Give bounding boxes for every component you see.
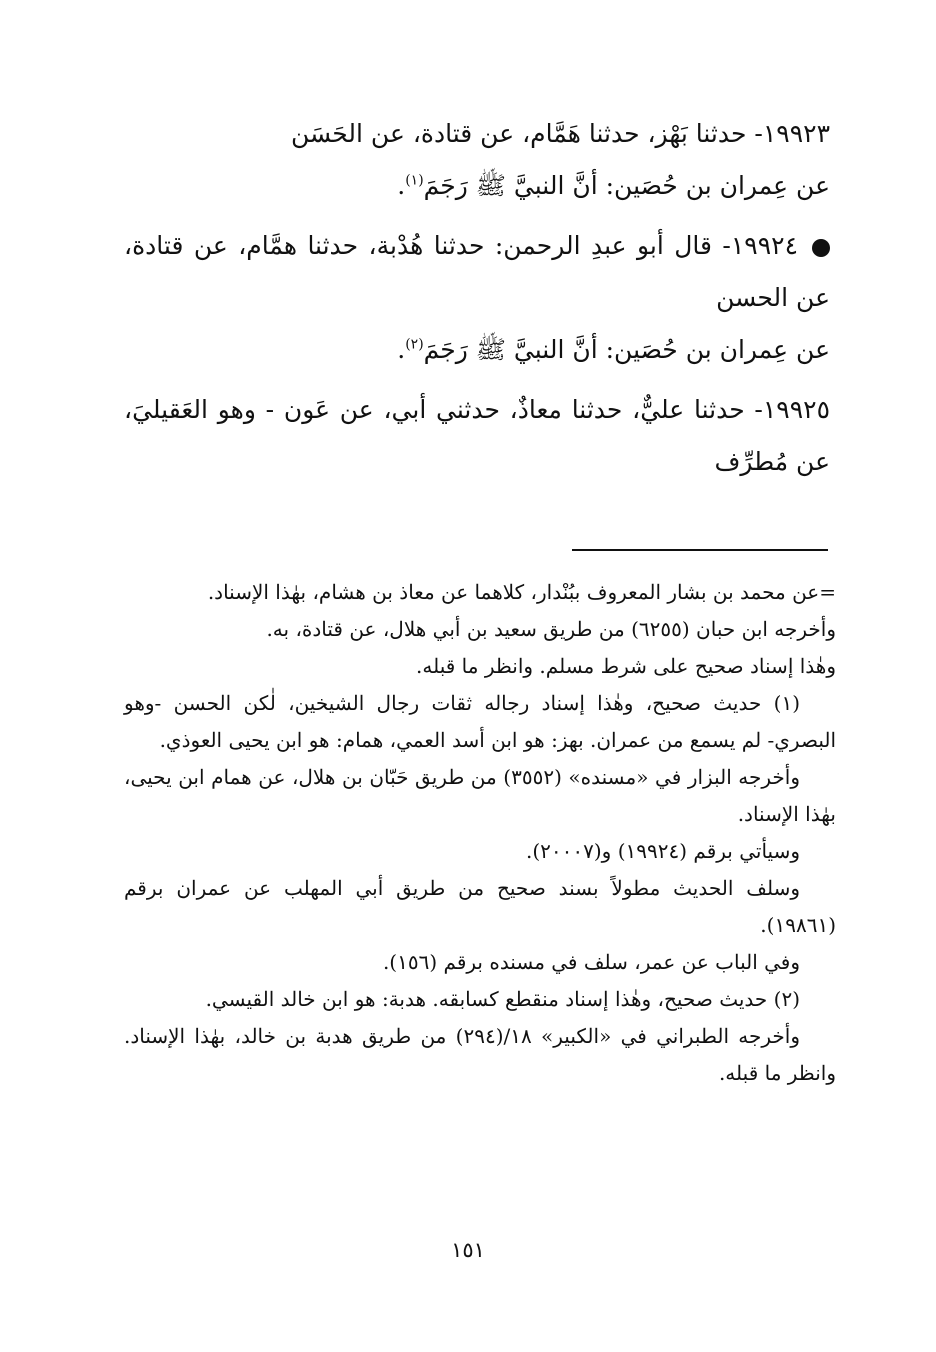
hadith-text bbox=[124, 108, 830, 488]
hadith-19923-chain: ١٩٩٢٣- حدثنا بَهْز، حدثنا هَمَّام، عن قتادة، عن الحَسَن bbox=[290, 119, 830, 148]
footnote-separator bbox=[572, 549, 828, 551]
footnote-2: (٢) حديث صحيح، وهٰذا إسناد منقطع كسابقه. هدبة: هو ابن خالد القيسي. bbox=[205, 987, 800, 1011]
hadith-19924-chain bbox=[124, 220, 830, 324]
footnote-continuation: =عن محمد بن بشار المعروف ببُنْدار، كلاهما عن معاذ بن هشام، بهٰذا الإسناد. bbox=[207, 580, 836, 604]
footnote-paragraph: وأخرجه الطبراني في «الكبير» ١٨/(٢٩٤) من طريق هدبة بن خالد، بهٰذا الإسناد. وانظر ما قبله. bbox=[124, 1024, 836, 1085]
hadith-19923-matn-text: عن عِمران بن حُصَين: أنَّ النبيَّ ﷺ رَجَمَ bbox=[423, 171, 830, 200]
footnote-ref-1[interactable]: (١) bbox=[405, 172, 424, 189]
footnote-paragraph: وفي الباب عن عمر، سلف في مسنده برقم (١٥٦). bbox=[382, 950, 800, 974]
footnote-ref-2[interactable]: (٢) bbox=[405, 336, 424, 353]
footnote-paragraph: وأخرجه ابن حبان (٦٢٥٥) من طريق سعيد بن أبي هلال، عن قتادة، به. bbox=[266, 617, 836, 641]
hadith-19923-matn bbox=[124, 160, 830, 212]
footnotes bbox=[124, 574, 836, 1092]
hadith-19924-chain-text: ١٩٩٢٤- قال أبو عبدِ الرحمن: حدثنا هُدْبة، حدثنا همَّام، عن قتادة، عن الحسن bbox=[124, 231, 830, 312]
hadith-19924-matn-text: عن عِمران بن حُصَين: أنَّ النبيَّ ﷺ رَجَمَ bbox=[423, 335, 830, 364]
footnote-1: (١) حديث صحيح، وهٰذا إسناد رجاله ثقات رجال الشيخين، لٰكن الحسن -وهو البصري- لم يسمع من عمران. بهز: هو ابن أسد العمي، همام: هو ابن يحيى العوذي. bbox=[124, 691, 836, 752]
matn-end-dot: . bbox=[397, 335, 406, 364]
page-number: ١٥١ bbox=[451, 1238, 485, 1262]
footnote-paragraph: وسيأتي برقم (١٩٩٢٤) و(٢٠٠٠٧). bbox=[525, 839, 800, 863]
footnote-paragraph: وسلف الحديث مطولاً بسند صحيح من طريق أبي المهلب عن عمران برقم (١٩٨٦١). bbox=[124, 876, 836, 937]
footnote-paragraph: وهٰذا إسناد صحيح على شرط مسلم. وانظر ما قبله. bbox=[416, 654, 836, 678]
footnote-paragraph: وأخرجه البزار في «مسنده» (٣٥٥٢) من طريق حَبّان بن هلال، عن همام ابن يحيى، بهٰذا الإسناد. bbox=[124, 765, 836, 826]
hadith-19925-chain: ١٩٩٢٥- حدثنا عليٌّ، حدثنا معاذٌ، حدثني أبي، عن عَون - وهو العَقيليَ، عن مُطرِّف bbox=[124, 395, 830, 476]
hadith-19924-matn bbox=[124, 324, 830, 376]
bullet-dot-icon bbox=[812, 239, 830, 257]
matn-end-dot: . bbox=[397, 171, 406, 200]
